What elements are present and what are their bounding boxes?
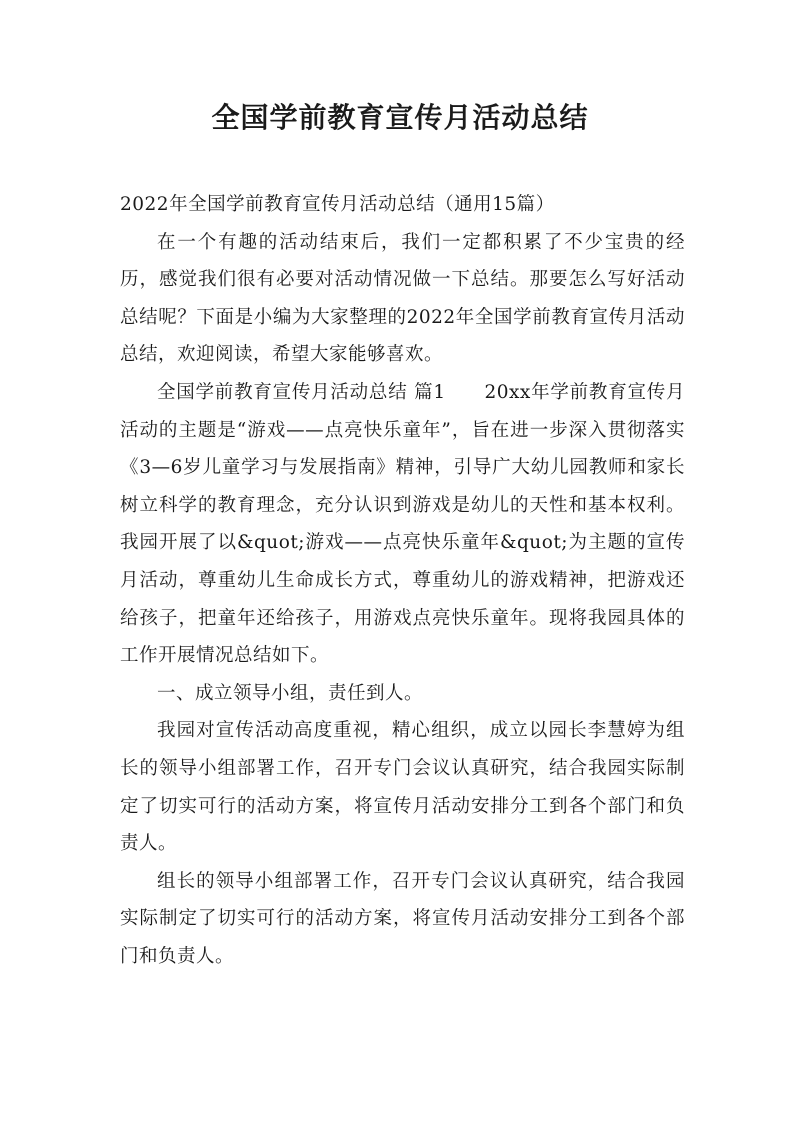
heading-leadership-group: 一、成立领导小组，责任到人。 — [157, 682, 424, 704]
document-body — [120, 186, 685, 975]
paragraph-leadership-repeat: 组长的领导小组部署工作，召开专门会议认真研究，结合我园实际制定了切实可行的活动方案，将宣传月活动安排分工到各个部门和负责人。 — [120, 870, 685, 967]
document-title: 全国学前教育宣传月活动总结 — [211, 101, 589, 134]
paragraph-leadership-details: 我园对宣传活动高度重视，精心组织，成立以园长李慧婷为组长的领导小组部署工作，召开专门会议认真研究，结合我园实际制定了切实可行的活动方案，将宣传月活动安排分工到各个部门和负责人。 — [120, 720, 685, 855]
paragraph-intro: 在一个有趣的活动结束后，我们一定都积累了不少宝贵的经历，感觉我们很有必要对活动情况做一下总结。那要怎么写好活动总结呢？下面是小编为大家整理的2022年全国学前教育宣传月活动总结，欢迎阅读，希望大家能够喜欢。 — [120, 231, 685, 366]
paragraph-section-1: 全国学前教育宣传月活动总结 篇1 20xx年学前教育宣传月活动的主题是“游戏——点亮快乐童年”，旨在进一步深入贯彻落实《3—6岁儿童学习与发展指南》精神，引导广大幼儿园教师和家长树立科学的教育理念，充分认识到游戏是幼儿的天性和基本权利。我园开展了以&quot;游戏——点亮快乐童年&quot;为主题的宣传月活动，尊重幼儿生命成长方式，尊重幼儿的游戏精神，把游戏还给孩子，把童年还给孩子，用游戏点亮快乐童年。现将我园具体的工作开展情况总结如下。 — [120, 381, 685, 667]
document-subtitle: 2022年全国学前教育宣传月活动总结（通用15篇） — [120, 194, 555, 215]
